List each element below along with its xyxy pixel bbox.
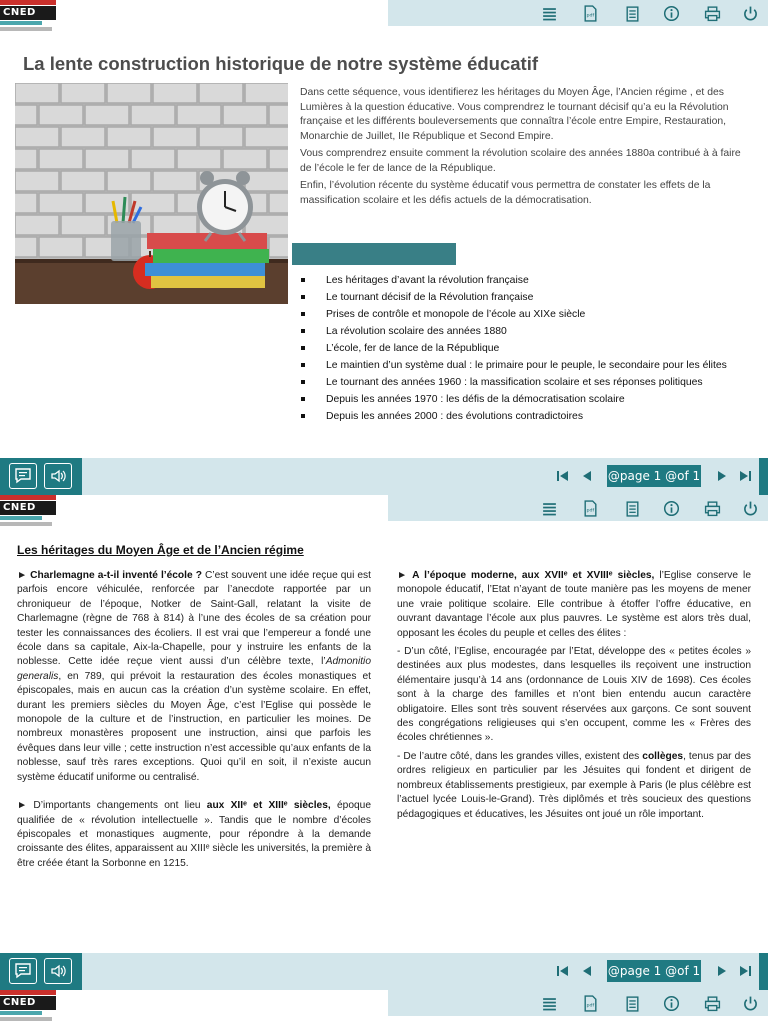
top-header — [0, 990, 768, 1016]
toc-item[interactable]: Le tournant des années 1960 : la massification scolaire et ses réponses politiques — [300, 376, 730, 390]
audio-icon[interactable] — [44, 958, 72, 984]
comment-icon[interactable] — [9, 958, 37, 984]
toc-item[interactable]: La révolution scolaire des années 1880 — [300, 325, 730, 339]
info-icon[interactable] — [661, 993, 681, 1013]
top-header — [0, 495, 768, 521]
power-icon[interactable] — [740, 3, 760, 23]
first-page-icon[interactable] — [554, 964, 570, 978]
notes-icon[interactable] — [622, 3, 642, 23]
intro-text — [300, 86, 748, 211]
print-icon[interactable] — [702, 498, 722, 518]
previous-page-icon[interactable] — [578, 964, 594, 978]
power-icon[interactable] — [740, 993, 760, 1013]
info-icon[interactable] — [661, 498, 681, 518]
cned-logo: CNED — [0, 990, 60, 1024]
last-page-icon[interactable] — [737, 469, 753, 483]
page-footer — [0, 458, 768, 495]
previous-page-icon[interactable] — [578, 469, 594, 483]
next-page-icon[interactable] — [714, 469, 730, 483]
page-indicator: @page 1 @of 1 — [607, 960, 701, 982]
paragraph: ► D’importants changements ont lieu aux XIIᵉ et XIIIᵉ siècles, époque qualifiée de « révolution intellectuelle ». Tandis que le nombre d’écoles épiscopales et monastiques augmente, pour répondre à la demande croissante des élites, apparaissent au XIIIᵉ siècle les universités, la première à être créée étant la Sorbonne en 1215. — [17, 800, 371, 869]
table-of-contents — [300, 274, 730, 427]
page-title: La lente construction historique de notre système éducatif — [23, 53, 539, 74]
intro-paragraph: Vous comprendrez ensuite comment la révolution scolaire des années 1880a contribué à à faire de l’école le fer de lance de la République. — [300, 148, 741, 174]
toc-item[interactable]: Prises de contrôle et monopole de l’école au XIXe siècle — [300, 308, 730, 322]
illustration-image — [15, 83, 288, 304]
page-indicator: @page 1 @of 1 — [607, 465, 701, 487]
top-header — [0, 0, 768, 26]
svg-text:pdf: pdf — [585, 1003, 594, 1009]
intro-paragraph: Enfin, l’évolution récente du système éducatif vous permettra de constater les effets de la massification scolaire et les défis actuels de la démocratisation. — [300, 180, 711, 206]
paragraph: ► A l’époque moderne, aux XVIIᵉ et XVIIIᵉ siècles, l’Eglise conserve le monopole éducatif, l’Etat n’ayant de toute manière pas les moyens de mener une vraie politique scolaire. Elle contribue à étoffer l’offre éducative, en ouvrant davantage l’école aux plus pauvres. Le système est alors très dual, opposant les écoles du peuple et celles des élites : — [397, 570, 751, 639]
notes-icon[interactable] — [622, 498, 642, 518]
toc-item[interactable]: Depuis les années 2000 : des évolutions contradictoires — [300, 410, 730, 424]
section-title: Les héritages du Moyen Âge et de l’Ancien régime — [17, 543, 304, 557]
toolbar — [388, 495, 768, 521]
paragraph: ► Charlemagne a-t-il inventé l’école ? C’est souvent une idée reçue qui est parfois encore véhiculée, renforcée par l’anecdote rapportée par un chroniqueur de l’époque, Notker de Saint-Gall, relatant la visite de Charlemagne (règne de 768 à 814) à l’une des écoles de sa création pour tester les connaissances des écoliers. Il est vrai que l’empereur a fondé une école dans sa capitale, Aix-la-Chapelle, pour y instruire les enfants de la noblesse. Cette idée reçue vient aussi d’un célèbre texte, l’Admonitio generalis, en 789, qui prévoit la restauration des écoles monastiques et épiscopales, mais en aucun cas la création d’un système scolaire. En effet, durant les premiers siècles du Moyen Âge, c’est l’Eglise qui possède le monopole de la culture et de l’instruction, en particulier les moines. De nombreux monastères proposent une instruction, ainsi que parfois les évêques dans leur ville ; cette instruction n’est accessible qu’aux enfants de la noblesse, sauf très rares exceptions. Quoi qu’il en soit, il n’existe aucun système éducatif uniforme ou centralisé. — [17, 570, 371, 783]
toc-item[interactable]: Le maintien d’un système dual : le primaire pour le peuple, le secondaire pour les élites — [300, 359, 730, 373]
comment-icon[interactable] — [9, 463, 37, 489]
print-icon[interactable] — [702, 3, 722, 23]
intro-paragraph: Dans cette séquence, vous identifierez les héritages du Moyen Âge, l’Ancien régime , et des Lumières à la question éducative. Vous comprendrez le tournant décisif qu’a eu la Révolution française et les différents bouleversements que connaîtra l’école entre Empire, Restauration, Monarchie de Juillet, IIe République et Second Empire. — [300, 87, 729, 142]
toc-item[interactable]: Depuis les années 1970 : les défis de la démocratisation scolaire — [300, 393, 730, 407]
next-page-icon[interactable] — [714, 964, 730, 978]
audio-icon[interactable] — [44, 463, 72, 489]
paragraph: - De l’autre côté, dans les grandes villes, existent des collèges, tenus par des ordres religieux en particulier par les Jésuites qui fondent et dirigent de nombreux établissements prestigieux, par exemple à Paris (le plus célèbre est l’actuel lycée Louis-le-Grand). Très diplômés et très soucieux des questions pédagogiques et éducatives, les Jésuites ont joué un rôle important. — [397, 750, 751, 820]
last-page-icon[interactable] — [737, 964, 753, 978]
cned-logo: CNED — [0, 0, 60, 34]
paragraph: - D’un côté, l’Eglise, encouragée par l’Etat, développe des « petites écoles » destinées aux plus modestes, dans lesquelles ils reçoivent une instruction élémentaire jusqu’à 14 ans (ordonnance de Louis XIV de 1698). Ces écoles sont à la charge des familles et n’ont bien entendu aucun caractère obligatoire. Elles sont très souvent réservées aux garçons. Ce sont souvent des congrégations religieuses qui s’en occupent, comme les « Frères des écoles chrétiennes ». — [397, 646, 751, 744]
left-column — [17, 569, 371, 875]
power-icon[interactable] — [740, 498, 760, 518]
toc-item[interactable]: Les héritages d’avant la révolution française — [300, 274, 730, 288]
right-column — [397, 569, 751, 826]
print-icon[interactable] — [702, 993, 722, 1013]
svg-text:pdf: pdf — [585, 13, 594, 19]
toolbar — [388, 990, 768, 1016]
first-page-icon[interactable] — [554, 469, 570, 483]
info-icon[interactable] — [661, 3, 681, 23]
svg-text:pdf: pdf — [585, 508, 594, 514]
menu-icon[interactable] — [539, 498, 559, 518]
pdf-icon[interactable] — [580, 498, 600, 518]
pdf-icon[interactable] — [580, 3, 600, 23]
toolbar — [388, 0, 768, 26]
menu-icon[interactable] — [539, 993, 559, 1013]
menu-icon[interactable] — [539, 3, 559, 23]
cned-logo: CNED — [0, 495, 60, 529]
toc-item[interactable]: Le tournant décisif de la Révolution française — [300, 291, 730, 305]
pdf-icon[interactable] — [580, 993, 600, 1013]
page-footer — [0, 953, 768, 990]
notes-icon[interactable] — [622, 993, 642, 1013]
section-header-bar — [292, 243, 456, 265]
toc-item[interactable]: L’école, fer de lance de la République — [300, 342, 730, 356]
